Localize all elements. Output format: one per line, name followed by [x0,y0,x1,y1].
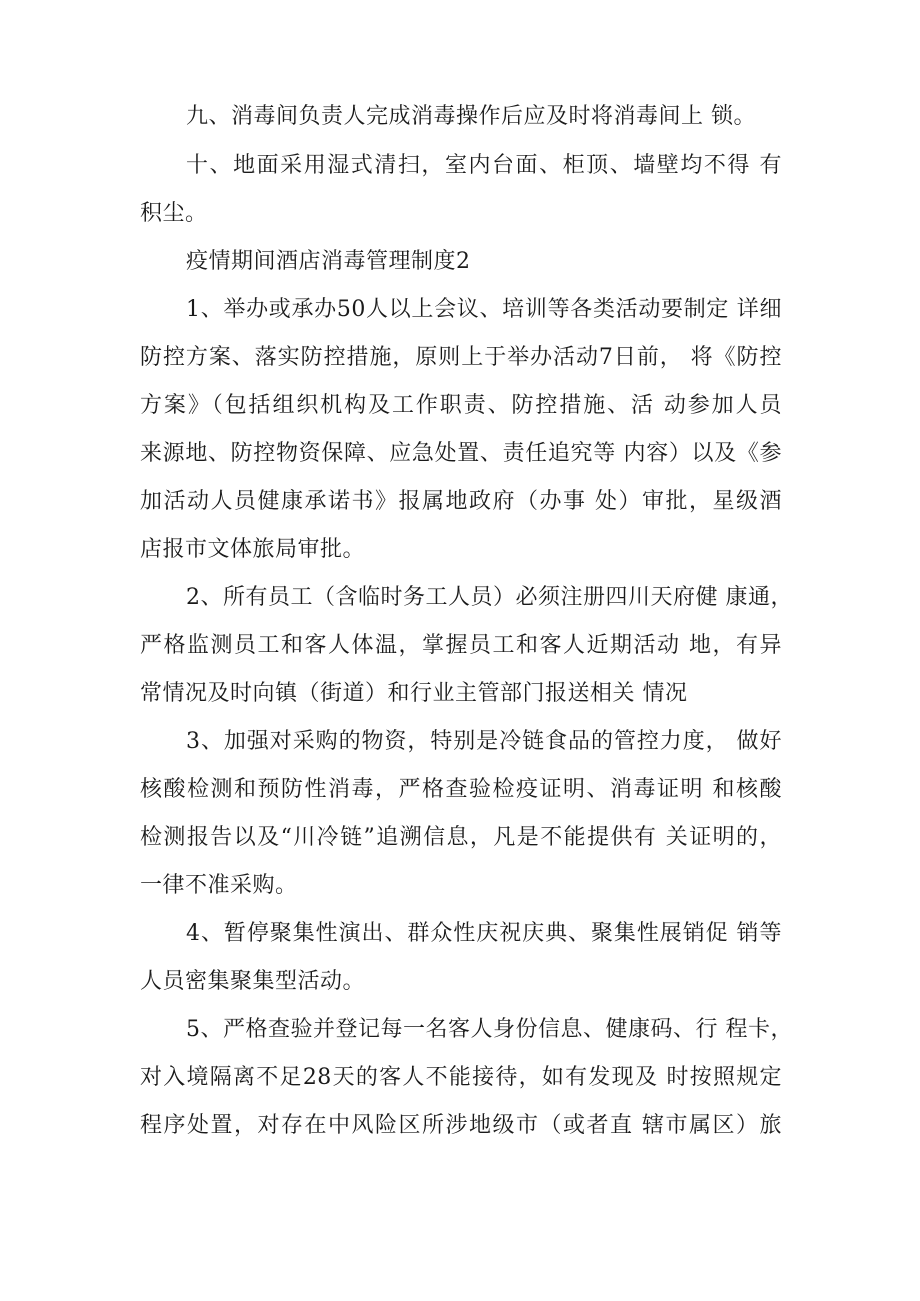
section-heading: 疫情期间酒店消毒管理制度2 [186,249,471,274]
text-line: 店报市文体旅局审批。 [140,537,366,562]
text-line: 3、加强对采购的物资，特别是冷链食品的管控力度， 做好 [186,729,782,754]
text-line: 一律不准采购。 [140,873,298,898]
text-line: 检测报告以及“川冷链”追溯信息，凡是不能提供有 关证明的， [140,825,782,850]
text-line: 积尘。 [140,201,208,226]
text-line: 方案》（包括组织机构及工作职责、防控措施、活 动参加人员 [140,393,782,418]
text-line: 人员密集聚集型活动。 [140,969,366,994]
text-line: 核酸检测和预防性消毒，严格查验检疫证明、消毒证明 和核酸 [140,777,782,802]
text-line: 2、所有员工（含临时务工人员）必须注册四川天府健 康通， [186,585,793,610]
text-line: 来源地、防控物资保障、应急处置、责任追究等 内容）以及《参 [140,441,782,466]
text-line: 4、暂停聚集性演出、群众性庆祝庆典、聚集性展销促 销等 [186,921,782,946]
text-line: 对入境隔离不足28天的客人不能接待，如有发现及 时按照规定 [140,1065,782,1090]
text-line: 加活动人员健康承诺书》报属地政府（办事 处）审批，星级酒 [140,489,782,514]
text-line: 九、消毒间负责人完成消毒操作后应及时将消毒间上 锁。 [186,104,756,129]
text-line: 常情况及时向镇（街道）和行业主管部门报送相关 情况 [140,681,688,706]
text-line: 严格监测员工和客人体温，掌握员工和客人近期活动 地，有异 [140,633,782,658]
text-line: 程序处置，对存在中风险区所涉地级市（或者直 辖市属区）旅 [140,1113,782,1138]
text-line: 1、举办或承办50人以上会议、培训等各类活动要制定 详细 [186,297,782,322]
text-line: 十、地面采用湿式清扫，室内台面、柜顶、墙壁均不得 有 [186,153,782,178]
text-line: 防控方案、落实防控措施，原则上于举办活动7日前， 将《防控 [140,345,782,370]
text-line: 5、严格查验并登记每一名客人身份信息、健康码、行 程卡， [186,1017,793,1042]
